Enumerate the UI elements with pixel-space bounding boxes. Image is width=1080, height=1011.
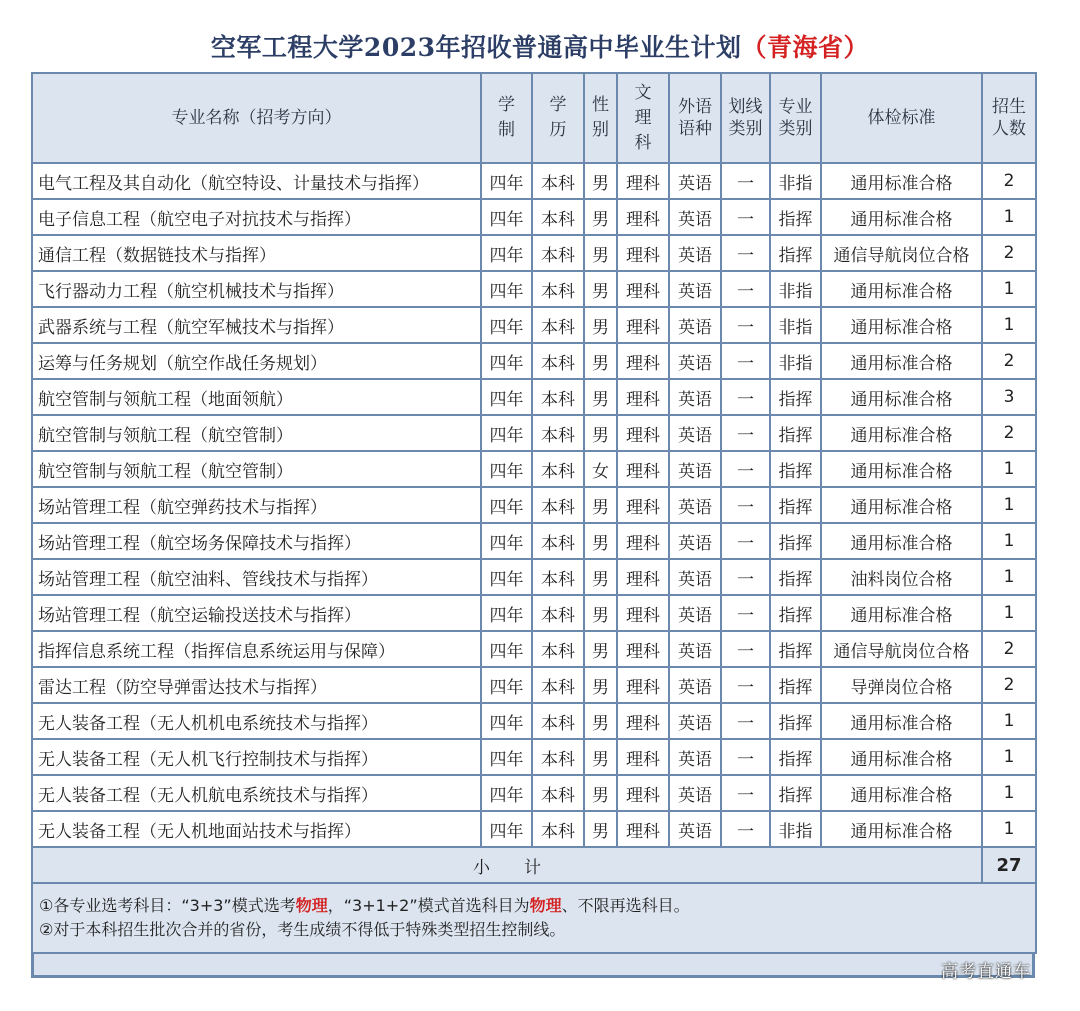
table-row — [32, 595, 1036, 631]
cell-health: 通用标准合格 — [821, 487, 982, 523]
cell-major-type: 非指 — [770, 811, 821, 847]
cell-health: 通用标准合格 — [821, 307, 982, 343]
subtotal-row — [32, 847, 1036, 883]
cell-degree: 本科 — [532, 703, 584, 739]
cell-track: 理科 — [617, 523, 669, 559]
cell-language: 英语 — [669, 271, 721, 307]
cell-duration: 四年 — [481, 487, 532, 523]
cell-gender: 男 — [584, 523, 617, 559]
cell-line-type: 一 — [721, 739, 770, 775]
header-name: 专业名称（招考方向） — [32, 73, 481, 163]
cell-track: 理科 — [617, 199, 669, 235]
cell-health: 通用标准合格 — [821, 451, 982, 487]
cell-health: 通用标准合格 — [821, 739, 982, 775]
cell-health: 通用标准合格 — [821, 199, 982, 235]
cell-major-type: 指挥 — [770, 631, 821, 667]
cell-line-type: 一 — [721, 667, 770, 703]
cell-name: 场站管理工程（航空运输投送技术与指挥） — [32, 595, 481, 631]
cell-quota: 2 — [982, 415, 1036, 451]
cell-track: 理科 — [617, 415, 669, 451]
cell-degree: 本科 — [532, 199, 584, 235]
table-row — [32, 307, 1036, 343]
cell-language: 英语 — [669, 559, 721, 595]
subtotal-value: 27 — [982, 847, 1036, 883]
cell-language: 英语 — [669, 703, 721, 739]
cell-gender: 男 — [584, 595, 617, 631]
cell-major-type: 指挥 — [770, 523, 821, 559]
cell-duration: 四年 — [481, 703, 532, 739]
cell-degree: 本科 — [532, 667, 584, 703]
cell-major-type: 非指 — [770, 307, 821, 343]
cell-name: 航空管制与领航工程（航空管制） — [32, 451, 481, 487]
header-gender: 性别 — [584, 73, 617, 163]
cell-degree: 本科 — [532, 415, 584, 451]
cell-health: 通用标准合格 — [821, 343, 982, 379]
cell-line-type: 一 — [721, 559, 770, 595]
cell-major-type: 指挥 — [770, 739, 821, 775]
cell-quota: 1 — [982, 307, 1036, 343]
cell-health: 通用标准合格 — [821, 271, 982, 307]
cell-major-type: 指挥 — [770, 415, 821, 451]
cell-quota: 1 — [982, 811, 1036, 847]
cell-track: 理科 — [617, 343, 669, 379]
cell-line-type: 一 — [721, 523, 770, 559]
cell-major-type: 指挥 — [770, 379, 821, 415]
cell-quota: 2 — [982, 343, 1036, 379]
cell-major-type: 指挥 — [770, 487, 821, 523]
cell-name: 运筹与任务规划（航空作战任务规划） — [32, 343, 481, 379]
cell-name: 飞行器动力工程（航空机械技术与指挥） — [32, 271, 481, 307]
title-province: 青海省 — [767, 33, 844, 62]
table-row — [32, 631, 1036, 667]
table-row — [32, 487, 1036, 523]
cell-major-type: 非指 — [770, 163, 821, 199]
table-row — [32, 163, 1036, 199]
cell-line-type: 一 — [721, 631, 770, 667]
cell-major-type: 指挥 — [770, 595, 821, 631]
cell-track: 理科 — [617, 739, 669, 775]
cell-line-type: 一 — [721, 271, 770, 307]
cell-name: 无人装备工程（无人机飞行控制技术与指挥） — [32, 739, 481, 775]
cell-duration: 四年 — [481, 631, 532, 667]
table-header-row — [32, 73, 1036, 163]
watermark-text: 高考直通车 — [941, 962, 1031, 982]
cell-gender: 男 — [584, 415, 617, 451]
cell-track: 理科 — [617, 487, 669, 523]
notes-row — [32, 883, 1036, 953]
cell-language: 英语 — [669, 595, 721, 631]
cell-duration: 四年 — [481, 271, 532, 307]
cell-track: 理科 — [617, 631, 669, 667]
cell-health: 通用标准合格 — [821, 595, 982, 631]
cell-track: 理科 — [617, 271, 669, 307]
cell-degree: 本科 — [532, 235, 584, 271]
cell-health: 油料岗位合格 — [821, 559, 982, 595]
cell-line-type: 一 — [721, 343, 770, 379]
cell-name: 无人装备工程（无人机航电系统技术与指挥） — [32, 775, 481, 811]
cell-degree: 本科 — [532, 307, 584, 343]
cell-gender: 男 — [584, 739, 617, 775]
cell-language: 英语 — [669, 199, 721, 235]
cell-track: 理科 — [617, 703, 669, 739]
title-province-close: ） — [843, 33, 870, 62]
cell-gender: 男 — [584, 199, 617, 235]
cell-duration: 四年 — [481, 811, 532, 847]
cell-track: 理科 — [617, 307, 669, 343]
cell-gender: 男 — [584, 559, 617, 595]
cell-name: 电子信息工程（航空电子对抗技术与指挥） — [32, 199, 481, 235]
cell-degree: 本科 — [532, 271, 584, 307]
cell-gender: 男 — [584, 271, 617, 307]
cell-gender: 男 — [584, 343, 617, 379]
cell-quota: 1 — [982, 451, 1036, 487]
cell-name: 场站管理工程（航空油料、管线技术与指挥） — [32, 559, 481, 595]
cell-quota: 1 — [982, 775, 1036, 811]
cell-track: 理科 — [617, 163, 669, 199]
cell-language: 英语 — [669, 451, 721, 487]
cell-quota: 2 — [982, 235, 1036, 271]
cell-name: 通信工程（数据链技术与指挥） — [32, 235, 481, 271]
table-row — [32, 379, 1036, 415]
cell-name: 武器系统与工程（航空军械技术与指挥） — [32, 307, 481, 343]
cell-language: 英语 — [669, 667, 721, 703]
cell-name: 电气工程及其自动化（航空特设、计量技术与指挥） — [32, 163, 481, 199]
cell-gender: 女 — [584, 451, 617, 487]
header-degree: 学历 — [532, 73, 584, 163]
cell-track: 理科 — [617, 811, 669, 847]
cell-health: 通用标准合格 — [821, 379, 982, 415]
cell-language: 英语 — [669, 811, 721, 847]
cell-duration: 四年 — [481, 343, 532, 379]
cell-track: 理科 — [617, 379, 669, 415]
cell-name: 航空管制与领航工程（地面领航） — [32, 379, 481, 415]
cell-health: 通用标准合格 — [821, 811, 982, 847]
cell-line-type: 一 — [721, 235, 770, 271]
table-row — [32, 235, 1036, 271]
cell-degree: 本科 — [532, 811, 584, 847]
cell-gender: 男 — [584, 379, 617, 415]
cell-name: 雷达工程（防空导弹雷达技术与指挥） — [32, 667, 481, 703]
cell-quota: 1 — [982, 703, 1036, 739]
cell-quota: 1 — [982, 199, 1036, 235]
cell-major-type: 指挥 — [770, 451, 821, 487]
cell-health: 通用标准合格 — [821, 163, 982, 199]
header-language: 外语语种 — [669, 73, 721, 163]
cell-duration: 四年 — [481, 451, 532, 487]
cell-quota: 1 — [982, 739, 1036, 775]
title-province-open: （ — [741, 33, 768, 62]
cell-name: 航空管制与领航工程（航空管制） — [32, 415, 481, 451]
cell-duration: 四年 — [481, 739, 532, 775]
cell-language: 英语 — [669, 523, 721, 559]
cell-language: 英语 — [669, 739, 721, 775]
cell-line-type: 一 — [721, 451, 770, 487]
title-main: 空军工程大学2023年招收普通高中毕业生计划 — [210, 33, 742, 62]
cell-degree: 本科 — [532, 487, 584, 523]
cell-major-type: 指挥 — [770, 235, 821, 271]
cell-gender: 男 — [584, 487, 617, 523]
cell-duration: 四年 — [481, 415, 532, 451]
cell-degree: 本科 — [532, 523, 584, 559]
header-duration: 学制 — [481, 73, 532, 163]
cell-degree: 本科 — [532, 775, 584, 811]
cell-name: 场站管理工程（航空场务保障技术与指挥） — [32, 523, 481, 559]
table-row — [32, 739, 1036, 775]
cell-degree: 本科 — [532, 739, 584, 775]
cell-health: 通用标准合格 — [821, 775, 982, 811]
cell-language: 英语 — [669, 343, 721, 379]
cell-duration: 四年 — [481, 775, 532, 811]
cell-track: 理科 — [617, 235, 669, 271]
table-row — [32, 523, 1036, 559]
cell-name: 场站管理工程（航空弹药技术与指挥） — [32, 487, 481, 523]
cell-line-type: 一 — [721, 307, 770, 343]
table-row — [32, 667, 1036, 703]
cell-duration: 四年 — [481, 307, 532, 343]
cell-quota: 1 — [982, 271, 1036, 307]
table-row — [32, 343, 1036, 379]
table-row — [32, 703, 1036, 739]
cell-duration: 四年 — [481, 523, 532, 559]
cell-gender: 男 — [584, 667, 617, 703]
cell-quota: 3 — [982, 379, 1036, 415]
cell-degree: 本科 — [532, 379, 584, 415]
cell-track: 理科 — [617, 559, 669, 595]
cell-line-type: 一 — [721, 199, 770, 235]
cell-degree: 本科 — [532, 559, 584, 595]
cell-major-type: 指挥 — [770, 703, 821, 739]
cell-health: 通用标准合格 — [821, 415, 982, 451]
cell-track: 理科 — [617, 451, 669, 487]
cell-language: 英语 — [669, 775, 721, 811]
cell-major-type: 指挥 — [770, 559, 821, 595]
cell-line-type: 一 — [721, 415, 770, 451]
cell-line-type: 一 — [721, 487, 770, 523]
cell-line-type: 一 — [721, 775, 770, 811]
header-line-type: 划线类别 — [721, 73, 770, 163]
cell-gender: 男 — [584, 307, 617, 343]
header-quota: 招生人数 — [982, 73, 1036, 163]
table-row — [32, 451, 1036, 487]
cell-quota: 1 — [982, 595, 1036, 631]
table-row — [32, 271, 1036, 307]
cell-degree: 本科 — [532, 595, 584, 631]
cell-quota: 1 — [982, 559, 1036, 595]
cell-track: 理科 — [617, 775, 669, 811]
cell-track: 理科 — [617, 667, 669, 703]
cell-language: 英语 — [669, 307, 721, 343]
cell-major-type: 指挥 — [770, 199, 821, 235]
cell-language: 英语 — [669, 487, 721, 523]
cell-major-type: 指挥 — [770, 775, 821, 811]
cell-health: 导弹岗位合格 — [821, 667, 982, 703]
cell-quota: 1 — [982, 487, 1036, 523]
cell-degree: 本科 — [532, 451, 584, 487]
enrollment-plan-table — [31, 72, 1037, 954]
cell-gender: 男 — [584, 631, 617, 667]
cell-line-type: 一 — [721, 703, 770, 739]
header-health: 体检标准 — [821, 73, 982, 163]
table-row — [32, 811, 1036, 847]
cell-quota: 2 — [982, 631, 1036, 667]
cell-line-type: 一 — [721, 163, 770, 199]
cell-duration: 四年 — [481, 199, 532, 235]
cell-gender: 男 — [584, 703, 617, 739]
cell-line-type: 一 — [721, 595, 770, 631]
notes-cell — [32, 883, 1036, 953]
cell-duration: 四年 — [481, 559, 532, 595]
cell-duration: 四年 — [481, 667, 532, 703]
table-row — [32, 199, 1036, 235]
header-track: 文理科 — [617, 73, 669, 163]
cell-quota: 1 — [982, 523, 1036, 559]
cell-language: 英语 — [669, 379, 721, 415]
cell-duration: 四年 — [481, 379, 532, 415]
cell-track: 理科 — [617, 595, 669, 631]
table-row — [32, 559, 1036, 595]
cell-duration: 四年 — [481, 595, 532, 631]
cell-quota: 2 — [982, 667, 1036, 703]
cell-degree: 本科 — [532, 343, 584, 379]
subtotal-label: 小 计 — [32, 847, 982, 883]
cell-degree: 本科 — [532, 631, 584, 667]
cell-language: 英语 — [669, 163, 721, 199]
cell-language: 英语 — [669, 235, 721, 271]
cell-name: 无人装备工程（无人机机电系统技术与指挥） — [32, 703, 481, 739]
cell-line-type: 一 — [721, 811, 770, 847]
cell-language: 英语 — [669, 631, 721, 667]
cell-gender: 男 — [584, 775, 617, 811]
cell-gender: 男 — [584, 163, 617, 199]
cell-name: 无人装备工程（无人机地面站技术与指挥） — [32, 811, 481, 847]
cell-duration: 四年 — [481, 235, 532, 271]
cell-major-type: 指挥 — [770, 667, 821, 703]
cell-quota: 2 — [982, 163, 1036, 199]
cell-health: 通信导航岗位合格 — [821, 631, 982, 667]
cell-health: 通用标准合格 — [821, 703, 982, 739]
cell-gender: 男 — [584, 811, 617, 847]
header-major-type: 专业类别 — [770, 73, 821, 163]
cell-name: 指挥信息系统工程（指挥信息系统运用与保障） — [32, 631, 481, 667]
cell-gender: 男 — [584, 235, 617, 271]
note-line-2: ②对于本科招生批次合并的省份，考生成绩不得低于特殊类型招生控制线。 — [39, 920, 566, 939]
table-body — [32, 163, 1036, 847]
table-row — [32, 415, 1036, 451]
cell-language: 英语 — [669, 415, 721, 451]
cell-major-type: 非指 — [770, 271, 821, 307]
cell-duration: 四年 — [481, 163, 532, 199]
cell-health: 通信导航岗位合格 — [821, 235, 982, 271]
page-title — [0, 28, 1080, 64]
cell-line-type: 一 — [721, 379, 770, 415]
cell-degree: 本科 — [532, 163, 584, 199]
cell-health: 通用标准合格 — [821, 523, 982, 559]
table-row — [32, 775, 1036, 811]
cell-major-type: 非指 — [770, 343, 821, 379]
note-line-1: ①各专业选考科目：“3+3”模式选考物理，“3+1+2”模式首选科目为物理、不限再选科目。 — [39, 896, 690, 915]
